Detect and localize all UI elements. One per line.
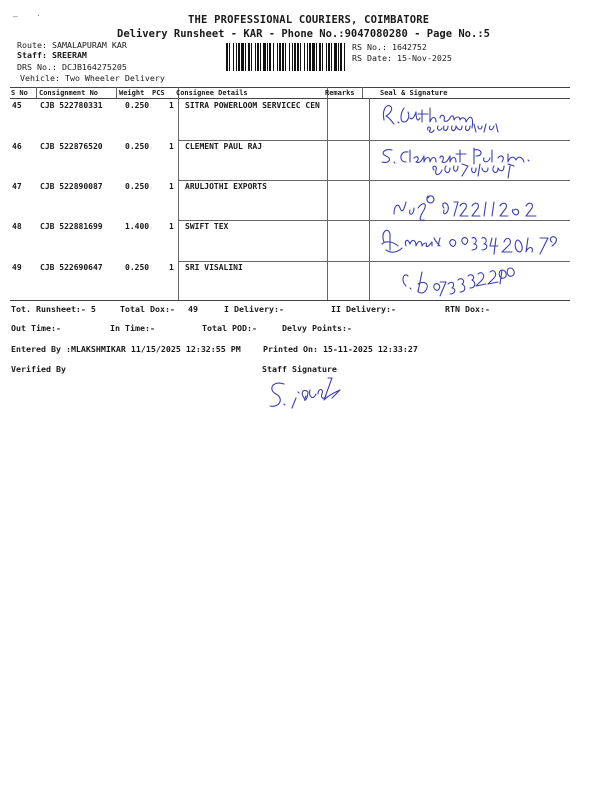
row-consignee: SWIFT TEX — [185, 222, 229, 231]
row-weight: 0.250 — [125, 101, 150, 110]
barcode-bar — [338, 43, 339, 71]
row-weight: 1.400 — [125, 222, 150, 231]
table-top-rule — [10, 87, 570, 88]
delvy-points: Delvy Points:- — [282, 323, 352, 333]
drs-number: DRS No.: DCJB164275205 — [17, 62, 127, 72]
row-weight: 0.250 — [125, 182, 150, 191]
rs-date: RS Date: 15-Nov-2025 — [352, 53, 452, 63]
row-weight: 0.250 — [125, 142, 150, 151]
i-delivery: I Delivery:- — [224, 304, 284, 314]
staff-label: Staff: SREERAM — [17, 50, 87, 60]
barcode-bar — [229, 43, 230, 71]
barcode-bar — [322, 43, 323, 71]
barcode-bar — [233, 43, 234, 71]
rs-number: RS No.: 1642752 — [352, 42, 427, 52]
total-dox-label: Total Dox:- — [120, 304, 175, 314]
col-header-sno: S No — [11, 89, 28, 97]
barcode-bar — [344, 43, 345, 71]
barcode-bar — [255, 43, 256, 71]
column-divider — [362, 87, 363, 98]
row-sno: 46 — [12, 142, 22, 151]
row-weight: 0.250 — [125, 263, 150, 272]
column-divider — [327, 87, 328, 300]
row-consignment: CJB 522876520 — [40, 142, 103, 151]
staff-signature-image — [262, 370, 352, 412]
corner-dash-mark: — — [13, 12, 18, 21]
out-time: Out Time:- — [11, 323, 61, 333]
barcode-bar — [304, 43, 305, 71]
barcode-bar — [226, 43, 228, 71]
signature-row-45 — [378, 100, 518, 136]
barcode-bar — [267, 43, 268, 71]
barcode-bar — [331, 43, 332, 71]
barcode-bar — [316, 43, 317, 71]
barcode-bar — [245, 43, 246, 71]
barcode-bar — [300, 43, 301, 71]
barcode-bar — [282, 43, 284, 71]
row-sno: 48 — [12, 222, 22, 231]
row-pcs: 1 — [169, 182, 174, 191]
corner-dot-mark: · — [36, 11, 41, 20]
barcode-bar — [309, 43, 311, 71]
barcode-bar — [251, 43, 252, 71]
printed-on: Printed On: 15-11-2025 12:33:27 — [263, 344, 418, 354]
column-divider — [36, 87, 37, 98]
row-divider — [178, 140, 570, 141]
verified-by: Verified By — [11, 364, 66, 374]
column-divider — [116, 87, 117, 98]
signature-row-49 — [396, 254, 526, 304]
route-label: Route: SAMALAPURAM KAR — [17, 40, 127, 50]
row-sno: 45 — [12, 101, 22, 110]
barcode-bar — [273, 43, 274, 71]
barcode-bar — [263, 43, 266, 71]
barcode-bar — [279, 43, 281, 71]
row-sno: 47 — [12, 182, 22, 191]
barcode-bar — [248, 43, 250, 71]
barcode-bar — [241, 43, 244, 71]
column-divider — [178, 87, 179, 300]
row-pcs: 1 — [169, 222, 174, 231]
barcode-bar — [269, 43, 271, 71]
barcode-bar — [257, 43, 259, 71]
barcode-bar — [238, 43, 240, 71]
runsheet-title: Delivery Runsheet - KAR - Phone No.:9047080280 - Page No.:5 — [117, 28, 490, 40]
row-consignment: CJB 522780331 — [40, 101, 103, 110]
row-pcs: 1 — [169, 101, 174, 110]
barcode-bar — [297, 43, 299, 71]
rtn-dox: RTN Dox:- — [445, 304, 490, 314]
col-header-seal: Seal & Signature — [380, 89, 448, 97]
barcode-bar — [334, 43, 337, 71]
barcode-image — [226, 43, 348, 71]
barcode-bar — [277, 43, 278, 71]
barcode-bar — [285, 43, 286, 71]
col-header-pcs: PCS — [152, 89, 165, 97]
signature-row-47 — [388, 188, 558, 228]
barcode-bar — [289, 43, 290, 71]
barcode-bar — [326, 43, 327, 71]
in-time: In Time:- — [110, 323, 155, 333]
barcode-bar — [260, 43, 261, 71]
col-header-remarks: Remarks — [325, 89, 355, 97]
row-consignment: CJB 522690647 — [40, 263, 103, 272]
ii-delivery: II Delivery:- — [331, 304, 396, 314]
col-header-weight: Weight — [119, 89, 145, 97]
row-consignee: ARULJOTHI EXPORTS — [185, 182, 267, 191]
total-pod: Total POD:- — [202, 323, 257, 333]
row-consignee: SITRA POWERLOOM SERVICEC CEN — [185, 101, 320, 110]
col-header-consignee: Consignee Details — [176, 89, 248, 97]
row-consignment: CJB 522881699 — [40, 222, 103, 231]
table-header-rule — [10, 98, 570, 99]
row-consignment: CJB 522890087 — [40, 182, 103, 191]
staff-signature-label: Staff Signature — [262, 364, 337, 374]
barcode-bar — [312, 43, 315, 71]
col-header-consignment: Consignment No — [39, 89, 99, 97]
barcode-bar — [328, 43, 330, 71]
row-consignee: CLEMENT PAUL RAJ — [185, 142, 263, 151]
barcode-bar — [307, 43, 308, 71]
row-pcs: 1 — [169, 263, 174, 272]
row-sno: 49 — [12, 263, 22, 272]
barcode-bar — [294, 43, 296, 71]
barcode-bar — [292, 43, 293, 71]
column-divider — [369, 98, 370, 300]
entered-by: Entered By :MLAKSHMIKAR 11/15/2025 12:32:55 PM — [11, 344, 241, 354]
company-title: THE PROFESSIONAL COURIERS, COIMBATORE — [188, 14, 430, 26]
barcode-bar — [319, 43, 321, 71]
row-pcs: 1 — [169, 142, 174, 151]
barcode-bar — [236, 43, 237, 71]
vehicle-label: Vehicle: Two Wheeler Delivery — [20, 73, 165, 83]
tot-runsheet: Tot. Runsheet:- 5 — [11, 304, 96, 314]
barcode-bar — [340, 43, 342, 71]
total-dox-value: 49 — [188, 304, 198, 314]
signature-row-46 — [378, 142, 558, 182]
row-consignee: SRI VISALINI — [185, 263, 243, 272]
